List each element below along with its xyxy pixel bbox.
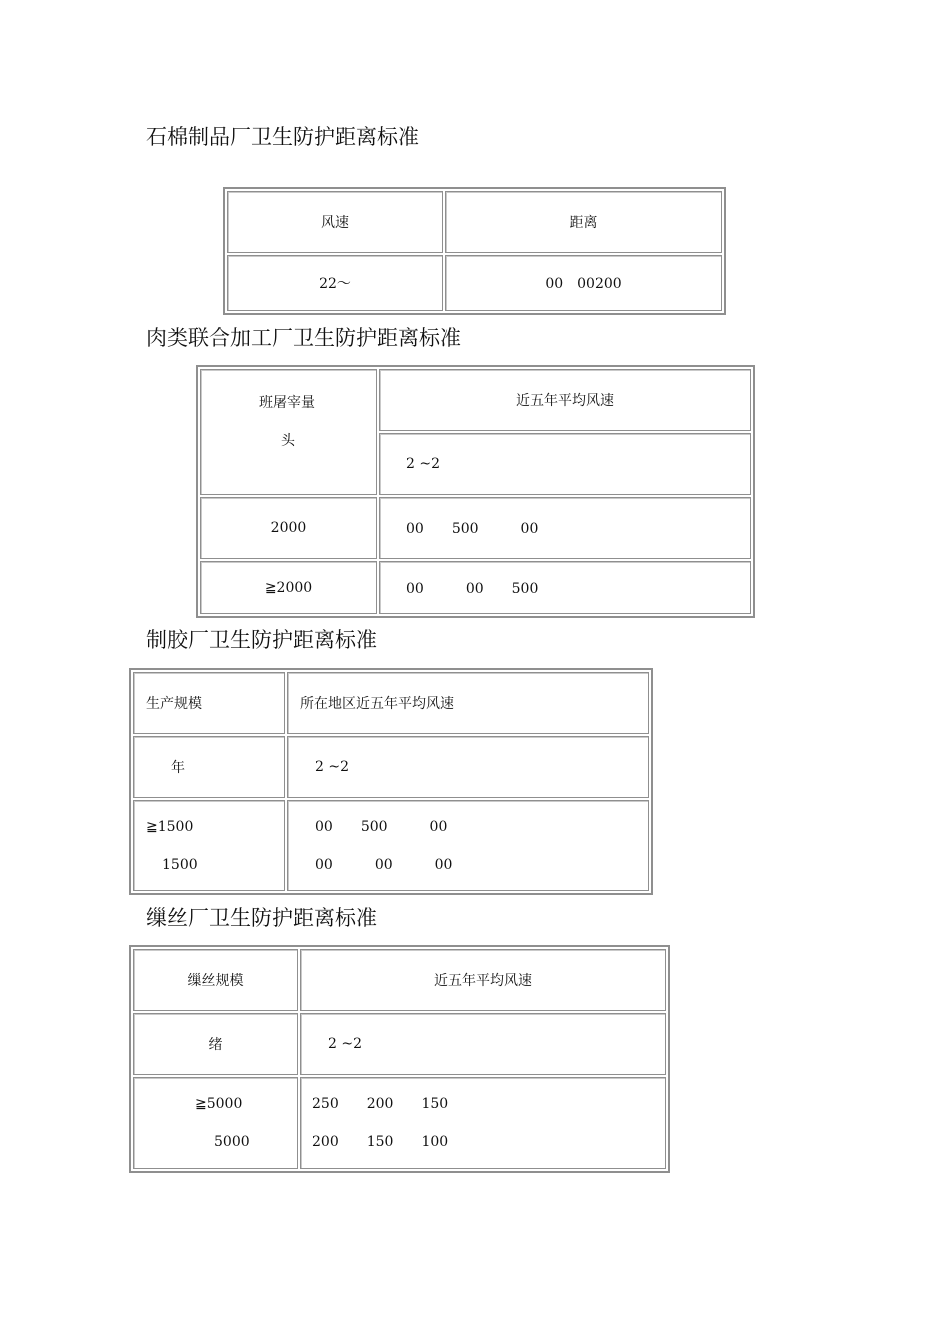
table-cell xyxy=(133,949,298,1011)
table-cell xyxy=(133,736,285,798)
section-title-meat-plant: 肉类联合加工厂卫生防护距离标准 xyxy=(146,326,461,350)
wind-speed-range: 2 ~2 xyxy=(328,1036,362,1052)
distance-values: 00 00 500 xyxy=(406,580,539,597)
section-title-silk-reeling-plant: 缫丝厂卫生防护距离标准 xyxy=(146,906,377,930)
table-cell xyxy=(300,1013,666,1075)
table-cell xyxy=(445,191,722,253)
glue-plant-table xyxy=(129,668,653,895)
unit-year: 年 xyxy=(171,760,185,776)
table-cell xyxy=(379,497,751,559)
header-daily-slaughter: 班屠宰量 xyxy=(259,395,315,411)
distance-values: 00 500 00 xyxy=(315,818,448,835)
scale-value: 1500 xyxy=(162,856,198,873)
scale-value: ≧5000 xyxy=(195,1096,243,1112)
distance-value: 00 00200 xyxy=(545,276,622,292)
table-cell xyxy=(300,949,666,1011)
table-cell xyxy=(445,255,722,311)
distance-values: 00 500 00 xyxy=(406,521,539,537)
section-title-glue-plant: 制胶厂卫生防护距离标准 xyxy=(146,628,377,652)
scale-value: ≧2000 xyxy=(264,579,313,596)
header-wind-speed: 风速 xyxy=(321,215,349,231)
unit-ends: 绪 xyxy=(208,1037,223,1053)
table-cell xyxy=(379,433,751,495)
scale-value: 5000 xyxy=(214,1134,250,1150)
asbestos-table xyxy=(223,187,726,315)
table-cell xyxy=(287,736,649,798)
section-title-asbestos: 石棉制品厂卫生防护距离标准 xyxy=(146,125,419,149)
table-cell xyxy=(379,369,751,431)
table-cell xyxy=(200,369,377,495)
table-cell xyxy=(133,1077,298,1169)
scale-value: ≧1500 xyxy=(146,818,194,835)
table-cell xyxy=(227,191,443,253)
header-distance: 距离 xyxy=(569,215,598,231)
table-cell xyxy=(379,561,751,614)
header-reeling-scale: 缫丝规模 xyxy=(187,973,244,989)
distance-values: 00 00 00 xyxy=(315,856,453,873)
table-cell xyxy=(227,255,443,311)
wind-speed-value: 22～ xyxy=(319,276,351,292)
meat-plant-table xyxy=(196,365,755,618)
table-cell xyxy=(133,800,285,891)
scale-value: 2000 xyxy=(270,520,307,536)
table-cell xyxy=(287,800,649,891)
table-cell xyxy=(287,672,649,734)
table-cell xyxy=(133,1013,298,1075)
wind-speed-range: 2 ~2 xyxy=(406,456,440,472)
table-cell xyxy=(133,672,285,734)
table-cell xyxy=(200,561,377,614)
header-production-scale: 生产规模 xyxy=(146,696,202,712)
table-cell xyxy=(200,497,377,559)
distance-values: 250 200 150 xyxy=(312,1096,449,1112)
silk-reeling-table xyxy=(129,945,670,1173)
header-avg-wind-speed: 所在地区近五年平均风速 xyxy=(300,696,454,712)
distance-values: 200 150 100 xyxy=(312,1134,449,1150)
table-cell xyxy=(300,1077,666,1169)
header-unit-head: 头 xyxy=(281,433,295,449)
wind-speed-range: 2 ~2 xyxy=(315,759,349,775)
header-avg-wind-speed: 近五年平均风速 xyxy=(434,973,532,989)
header-avg-wind-speed: 近五年平均风速 xyxy=(516,393,614,409)
